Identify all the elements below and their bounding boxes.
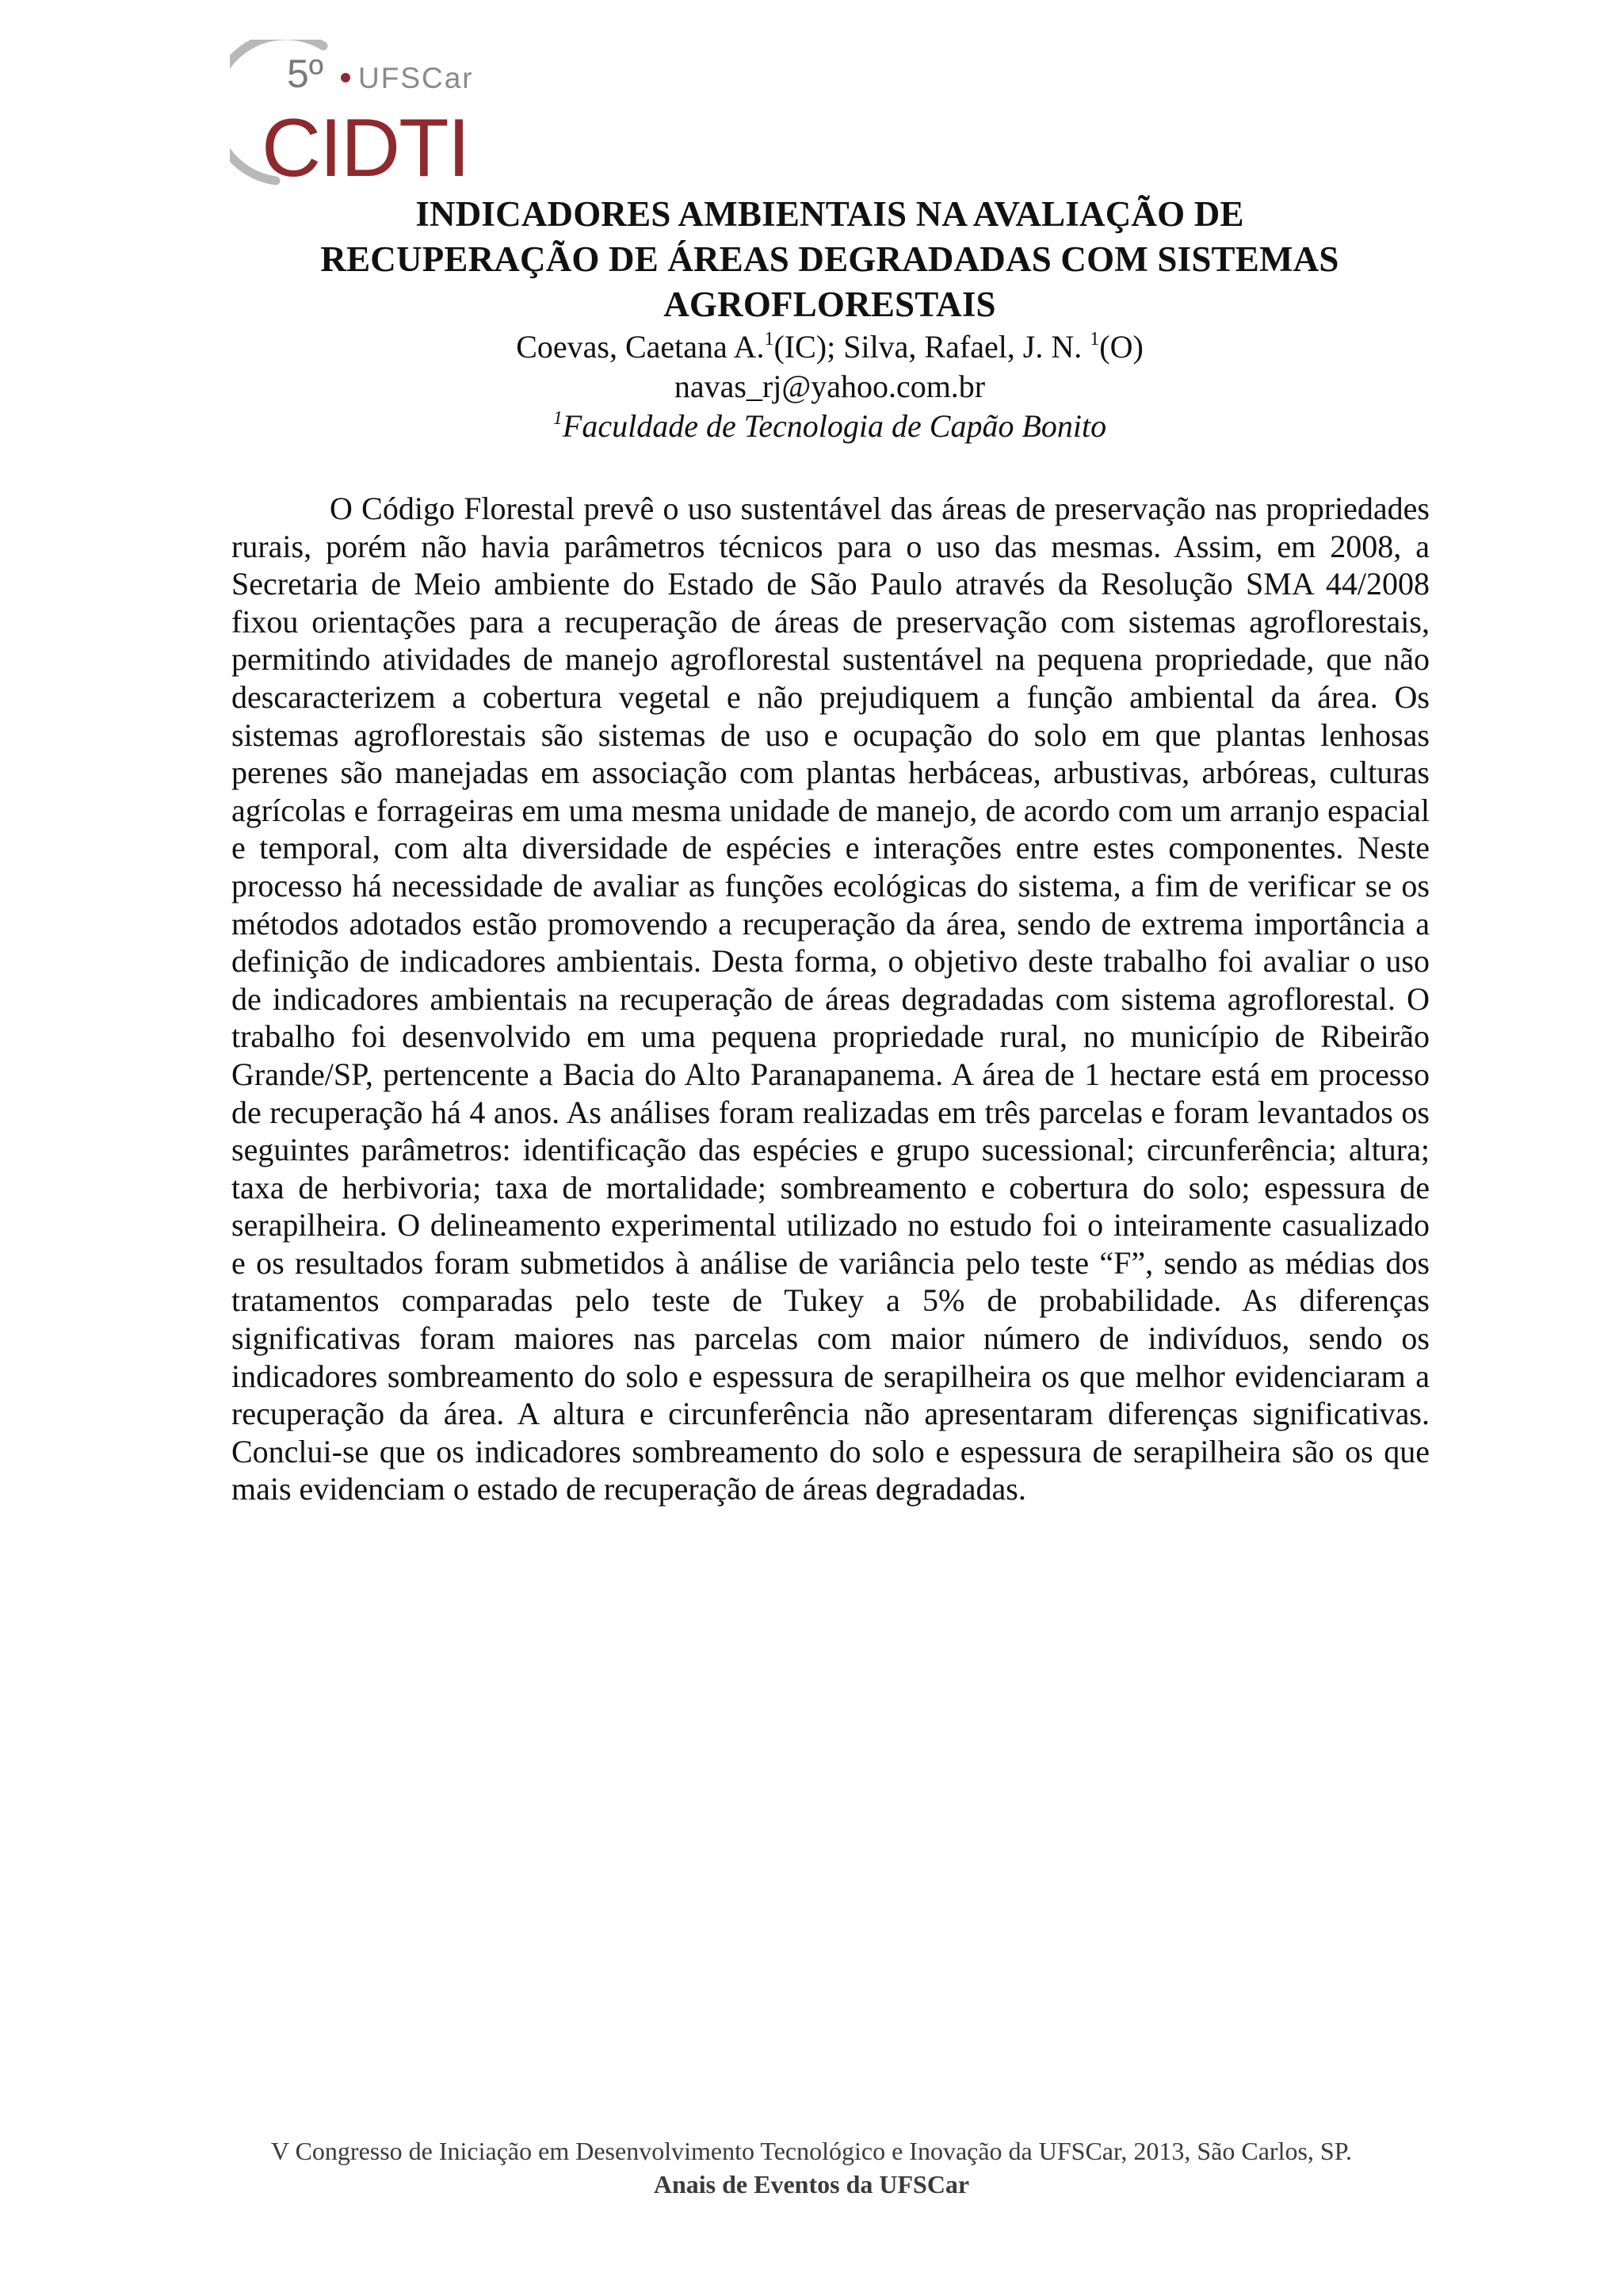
logo-org: UFSCar bbox=[358, 62, 474, 94]
affiliation bbox=[230, 407, 1430, 446]
logo-edition: 5º bbox=[287, 52, 324, 96]
paper-header bbox=[230, 192, 1430, 446]
title-line: AGROFLORESTAIS bbox=[663, 285, 996, 324]
author-2-role: (O) bbox=[1099, 329, 1144, 365]
logo-dot bbox=[341, 73, 350, 82]
authors-line bbox=[230, 327, 1430, 367]
title-line: INDICADORES AMBIENTAIS NA AVALIAÇÃO DE bbox=[415, 194, 1244, 234]
logo-name: CIDTI bbox=[262, 102, 469, 190]
affiliation-text: Faculdade de Tecnologia de Capão Bonito bbox=[562, 408, 1107, 444]
contact-email: navas_rj@yahoo.com.br bbox=[674, 369, 986, 404]
author-1-role-and-author-2: (IC); Silva, Rafael, J. N. bbox=[773, 329, 1090, 365]
abstract-paragraph: O Código Florestal prevê o uso sustentável das áreas de preservação nas propriedades rurais, porém não havia parâmetros técnicos para o uso das mesmas. Assim, em 2008, a Secretaria de Meio ambiente do Estado de São Paulo através da Resolução SMA 44/2008 fixou orientações para a recuperação de áreas de preservação com sistemas agroflorestais, permitindo atividades de manejo agroflorestal sustentável na pequena propriedade, que não descaracterizem a cobertura vegetal e não prejudiquem a função ambiental da área. Os sistemas agroflorestais são sistemas de uso e ocupação do solo em que plantas lenhosas perenes são manejadas em associação com plantas herbáceas, arbustivas, arbóreas, culturas agrícolas e forrageiras em uma mesma unidade de manejo, de acordo com um arranjo espacial e temporal, com alta diversidade de espécies e interações entre estes componentes. Neste processo há necessidade de avaliar as funções ecológicas do sistema, a fim de verificar se os métodos adotados estão promovendo a recuperação da área, sendo de extrema importância a definição de indicadores ambientais. Desta forma, o objetivo deste trabalho foi avaliar o uso de indicadores ambientais na recuperação de áreas degradadas com sistema agroflorestal. O trabalho foi desenvolvido em uma pequena propriedade rural, no município de Ribeirão Grande/SP, pertencente a Bacia do Alto Paranapanema. A área de 1 hectare está em processo de recuperação há 4 anos. As análises foram realizadas em três parcelas e foram levantados os seguintes parâmetros: identificação das espécies e grupo sucessional; circunferência; altura; taxa de herbivoria; taxa de mortalidade; sombreamento e cobertura do solo; espessura de serapilheira. O delineamento experimental utilizado no estudo foi o inteiramente casualizado e os resultados foram submetidos à análise de variância pelo teste “F”, sendo as médias dos tratamentos comparadas pelo teste de Tukey a 5% de probabilidade. As diferenças significativas foram maiores nas parcelas com maior número de indivíduos, sendo os indicadores sombreamento do solo e espessura de serapilheira os que melhor evidenciaram a recuperação da área. A altura e circunferência não apresentaram diferenças significativas. Conclui-se que os indicadores sombreamento do solo e espessura de serapilheira são os que mais evidenciam o estado de recuperação de áreas degradadas. bbox=[231, 491, 1430, 1507]
cidti-logo bbox=[230, 40, 491, 190]
page-footer bbox=[0, 2134, 1623, 2201]
paper-title bbox=[230, 192, 1430, 327]
author-1-affil-mark: 1 bbox=[764, 328, 774, 350]
title-line: RECUPERAÇÃO DE ÁREAS DEGRADADAS COM SISTEMAS bbox=[320, 239, 1339, 279]
footer-congress: V Congresso de Iniciação em Desenvolvimento Tecnológico e Inovação da UFSCar, 2013, São Carlos, SP. bbox=[271, 2137, 1352, 2165]
affiliation-mark: 1 bbox=[552, 407, 563, 429]
footer-proceedings: Anais de Eventos da UFSCar bbox=[653, 2170, 970, 2199]
author-1-name: Coevas, Caetana A. bbox=[516, 329, 765, 365]
author-2-affil-mark: 1 bbox=[1090, 328, 1100, 350]
